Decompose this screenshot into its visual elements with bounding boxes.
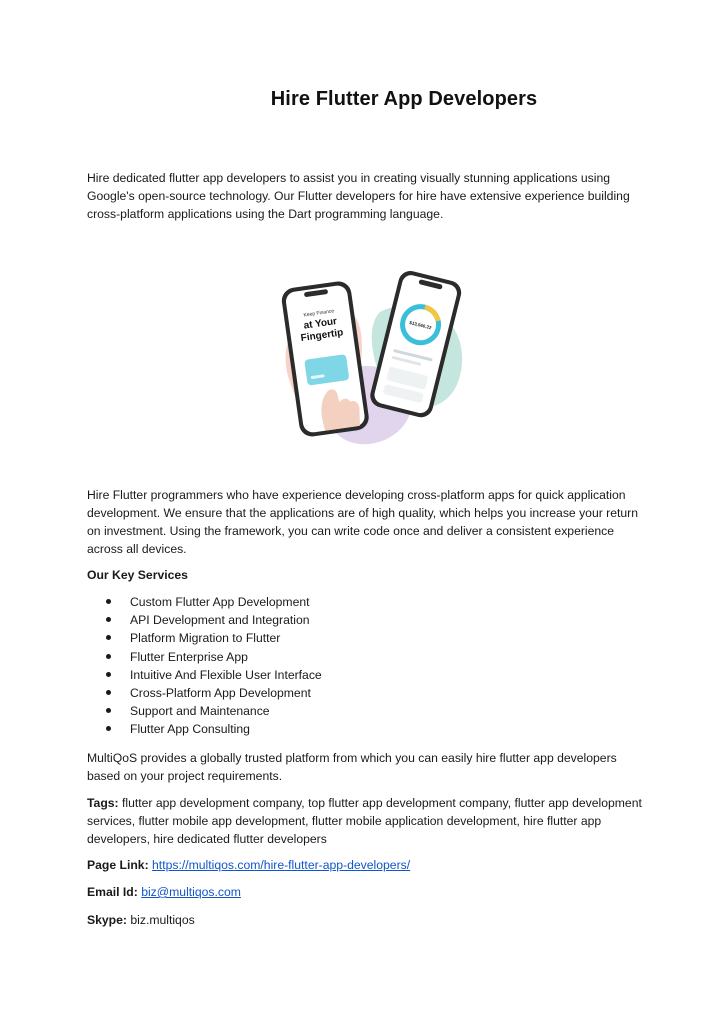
list-item: Intuitive And Flexible User Interface (104, 666, 322, 684)
tags-label: Tags: (87, 796, 119, 810)
bullet-icon (106, 672, 111, 677)
key-services-title: Our Key Services (87, 568, 188, 582)
bullet-icon (106, 690, 111, 695)
list-item: Cross-Platform App Development (104, 684, 322, 702)
list-item: Custom Flutter App Development (104, 593, 322, 611)
programmers-paragraph: Hire Flutter programmers who have experience developing cross-platform apps for quick application development. We ensure that the applications are of high quality, which helps you increase your return on investment. Using the framework, you can write code once and deliver a consistent experience across all devices. (87, 488, 639, 556)
left-phone (280, 280, 370, 438)
skype-label: Skype: (87, 913, 127, 927)
page-link-label: Page Link: (87, 858, 149, 872)
list-item: Flutter Enterprise App (104, 648, 322, 666)
bullet-icon (106, 654, 111, 659)
bullet-icon (106, 599, 111, 604)
left-phone-line-1: Keep Finance (303, 308, 335, 319)
list-item: Support and Maintenance (104, 702, 322, 720)
left-phone-line-3: Fingertip (300, 327, 344, 345)
multiqos-paragraph: MultiQoS provides a globally trusted platform from which you can easily hire flutter app developers based on your project requirements. (87, 751, 617, 783)
email-label: Email Id: (87, 885, 138, 899)
bullet-icon (106, 708, 111, 713)
email-line (87, 883, 241, 901)
skype-line (87, 911, 195, 929)
left-phone-line-2: at Your (302, 316, 338, 332)
page-link[interactable]: https://multiqos.com/hire-flutter-app-developers/ (152, 858, 411, 872)
flutter-phones-illustration (270, 262, 470, 454)
services-list (104, 593, 322, 739)
skype-id: biz.multiqos (130, 913, 195, 927)
bullet-icon (106, 617, 111, 622)
email-link[interactable]: biz@multiqos.com (141, 885, 241, 899)
intro-paragraph: Hire dedicated flutter app developers to assist you in creating visually stunning applications using Google's open-source technology. Our Flutter developers for hire have extensive experience building cross-platform applications using the Dart programming language. (87, 171, 630, 221)
page-title: Hire Flutter App Developers (270, 88, 538, 110)
page-link-line (87, 856, 410, 874)
tags-paragraph (87, 794, 647, 848)
list-item: Platform Migration to Flutter (104, 629, 322, 647)
right-phone-amount: $13,560.22 (408, 320, 432, 331)
list-item: Flutter App Consulting (104, 720, 322, 738)
bullet-icon (106, 726, 111, 731)
tags-text: flutter app development company, top flutter app development company, flutter app development services, flutter mobile app development, flutter mobile application development, hire flutter app developers, hire dedicated flutter developers (87, 796, 642, 846)
list-item: API Development and Integration (104, 611, 322, 629)
bullet-icon (106, 635, 111, 640)
